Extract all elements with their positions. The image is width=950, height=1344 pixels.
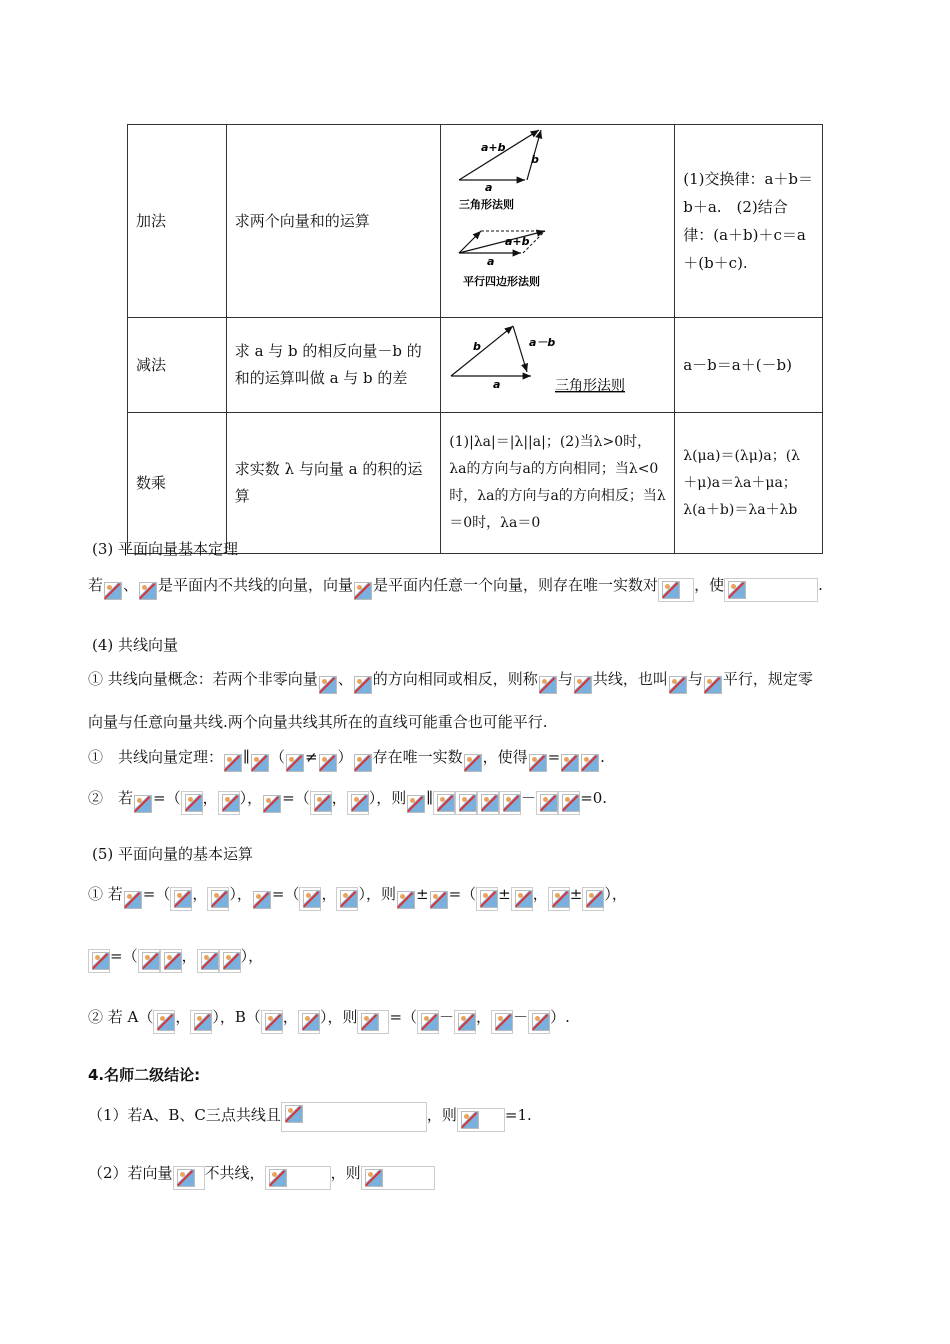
formula-image bbox=[365, 1169, 383, 1187]
formula-image bbox=[481, 794, 499, 812]
svg-text:a+b: a+b bbox=[481, 141, 506, 154]
formula-image bbox=[201, 952, 219, 970]
formula-image bbox=[430, 891, 448, 909]
formula-image bbox=[529, 754, 547, 772]
formula-image bbox=[561, 754, 579, 772]
formula-image-frame bbox=[218, 791, 240, 815]
formula-image bbox=[142, 952, 160, 970]
formula-image bbox=[177, 1169, 195, 1187]
formula-image-frame bbox=[310, 791, 332, 815]
formula-image-frame bbox=[265, 1166, 331, 1190]
formula-image-frame bbox=[457, 1108, 505, 1132]
formula-image bbox=[458, 1013, 476, 1031]
formula-image bbox=[174, 890, 192, 908]
formula-image-frame bbox=[207, 887, 229, 911]
formula-image bbox=[285, 1105, 303, 1123]
formula-image bbox=[354, 582, 372, 600]
vector-operations-table bbox=[127, 124, 823, 554]
svg-text:a: a bbox=[485, 181, 493, 194]
formula-image bbox=[669, 676, 687, 694]
formula-image bbox=[461, 1111, 479, 1129]
formula-image-frame bbox=[361, 1166, 435, 1190]
conclusion-1-line: （1）若A、B、C三点共线且 ，则 =1. bbox=[88, 1102, 532, 1132]
formula-image bbox=[211, 890, 229, 908]
formula-image bbox=[515, 890, 533, 908]
formula-image bbox=[704, 676, 722, 694]
formula-image bbox=[464, 754, 482, 772]
formula-image-frame bbox=[455, 791, 477, 815]
formula-image bbox=[104, 582, 122, 600]
formula-image bbox=[303, 890, 321, 908]
scalar-coordinate-line: =（ ， ）， bbox=[88, 945, 263, 973]
formula-image bbox=[134, 795, 152, 813]
formula-image bbox=[495, 1013, 513, 1031]
op-law: (1)交换律：a＋b＝b＋a. (2)结合律：(a＋b)＋c＝a＋(b＋c). bbox=[675, 125, 823, 318]
subtraction-diagram bbox=[441, 318, 658, 403]
collinear-theorem-line: ① 共线向量定理： ∥ （ ≠ ） 存在唯一实数 ，使得 = . bbox=[88, 746, 605, 772]
operation-coordinate-line: ① 若 =（ ， ）， =（ ， ），则 ± =（ ± ， ± ）， bbox=[88, 883, 627, 911]
triangle-rule-label: 三角形法则 bbox=[555, 378, 626, 394]
triangle-rule-label: 三角形法则 bbox=[459, 198, 515, 211]
op-figure bbox=[441, 318, 675, 413]
svg-text:a: a bbox=[493, 378, 501, 391]
formula-image-frame bbox=[170, 887, 192, 911]
op-definition: 求两个向量和的运算 bbox=[226, 125, 440, 318]
formula-image-frame bbox=[477, 791, 499, 815]
formula-image bbox=[480, 890, 498, 908]
formula-image bbox=[539, 676, 557, 694]
formula-image-frame bbox=[433, 791, 455, 815]
formula-image-frame bbox=[160, 949, 182, 973]
op-definition: 求实数 λ 与向量 a 的积的运算 bbox=[226, 413, 440, 554]
conclusion-2-line: （2）若向量 不共线， ，则 bbox=[88, 1162, 435, 1190]
formula-image bbox=[662, 581, 680, 599]
svg-text:b: b bbox=[531, 153, 540, 166]
svg-text:a: a bbox=[487, 255, 495, 268]
formula-image bbox=[314, 794, 332, 812]
formula-image bbox=[354, 754, 372, 772]
formula-image-frame bbox=[190, 1010, 212, 1034]
formula-image bbox=[397, 891, 415, 909]
formula-image bbox=[302, 1013, 320, 1031]
formula-image bbox=[562, 794, 580, 812]
formula-image bbox=[222, 794, 240, 812]
op-name: 数乘 bbox=[128, 413, 227, 554]
formula-image-frame bbox=[499, 791, 521, 815]
formula-image-frame bbox=[528, 1010, 550, 1034]
formula-image bbox=[92, 952, 110, 970]
formula-image bbox=[581, 754, 599, 772]
formula-image-frame bbox=[281, 1102, 427, 1132]
addition-diagram bbox=[441, 125, 658, 308]
formula-image bbox=[728, 581, 746, 599]
formula-image bbox=[407, 795, 425, 813]
formula-image-frame bbox=[138, 949, 160, 973]
formula-image bbox=[223, 952, 241, 970]
formula-image-frame bbox=[336, 887, 358, 911]
formula-image-frame bbox=[153, 1010, 175, 1034]
basis-theorem-line: 若 、 是平面内不共线的向量，向量 是平面内任意一个向量，则存在唯一实数对 ，使 . bbox=[88, 574, 823, 602]
formula-image bbox=[658, 578, 694, 602]
formula-image bbox=[459, 794, 477, 812]
svg-text:a+b: a+b bbox=[505, 235, 530, 248]
point-vector-line: ② 若 A（ ， ），B（ ， ），则 =（ － ， － ）. bbox=[88, 1006, 570, 1034]
formula-image-frame bbox=[299, 887, 321, 911]
formula-image bbox=[552, 890, 570, 908]
formula-image bbox=[319, 754, 337, 772]
collinear-note-line: 向量与任意向量共线.两个向量共线其所在的直线可能重合也可能平行. bbox=[88, 713, 548, 731]
formula-image-frame bbox=[417, 1010, 439, 1034]
collinear-concept-line: ① 共线向量概念：若两个非零向量 、 的方向相同或相反，则称 与 共线，也叫 与 平行，规定零 bbox=[88, 668, 813, 694]
formula-image-frame bbox=[548, 887, 570, 911]
formula-image bbox=[157, 1013, 175, 1031]
formula-image bbox=[286, 754, 304, 772]
op-name: 减法 bbox=[128, 318, 227, 413]
formula-image bbox=[319, 676, 337, 694]
formula-image-frame bbox=[261, 1010, 283, 1034]
formula-image-frame bbox=[181, 791, 203, 815]
op-law: λ(μa)＝(λμ)a；(λ＋μ)a＝λa＋μa；λ(a＋b)＝λa＋λb bbox=[675, 413, 823, 554]
formula-image-frame bbox=[357, 1010, 389, 1034]
op-figure bbox=[441, 125, 675, 318]
formula-image bbox=[263, 795, 281, 813]
formula-image bbox=[124, 891, 142, 909]
collinear-coordinate-line: ② 若 =（ ， ）， =（ ， ），则 ∥ － =0. bbox=[88, 787, 607, 815]
section-5-title: (5) 平面向量的基本运算 bbox=[92, 845, 254, 863]
formula-image-frame bbox=[476, 887, 498, 911]
formula-image bbox=[421, 1013, 439, 1031]
section-4-title: (4) 共线向量 bbox=[92, 636, 179, 654]
formula-image bbox=[354, 676, 372, 694]
formula-image bbox=[503, 794, 521, 812]
section-4-conclusions-title: 4.名师二级结论: bbox=[88, 1066, 201, 1084]
formula-image bbox=[251, 754, 269, 772]
formula-image bbox=[586, 890, 604, 908]
op-definition: 求 a 与 b 的相反向量－b 的和的运算叫做 a 与 b 的差 bbox=[226, 318, 440, 413]
svg-text:b: b bbox=[473, 340, 482, 353]
section-3-title: (3) 平面向量基本定理 bbox=[92, 540, 239, 558]
formula-image-frame bbox=[88, 949, 110, 973]
formula-image bbox=[351, 794, 369, 812]
formula-image-frame bbox=[582, 887, 604, 911]
formula-image bbox=[437, 794, 455, 812]
op-law: a－b＝a＋(－b) bbox=[675, 318, 823, 413]
formula-image bbox=[269, 1169, 287, 1187]
formula-image bbox=[185, 794, 203, 812]
svg-text:a－b: a－b bbox=[529, 336, 556, 349]
formula-image-frame bbox=[173, 1166, 205, 1190]
parallelogram-rule-label: 平行四边形法则 bbox=[463, 275, 541, 288]
formula-image-frame bbox=[491, 1010, 513, 1034]
formula-image-frame bbox=[454, 1010, 476, 1034]
formula-image-frame bbox=[511, 887, 533, 911]
formula-image-frame bbox=[536, 791, 558, 815]
formula-image-frame bbox=[219, 949, 241, 973]
formula-image bbox=[265, 1013, 283, 1031]
formula-image bbox=[194, 1013, 212, 1031]
formula-image bbox=[574, 676, 592, 694]
op-name: 加法 bbox=[128, 125, 227, 318]
formula-image-frame bbox=[347, 791, 369, 815]
formula-image bbox=[224, 754, 242, 772]
formula-image bbox=[540, 794, 558, 812]
formula-image-frame bbox=[558, 791, 580, 815]
formula-image bbox=[164, 952, 182, 970]
op-rule: (1)|λa|＝|λ||a|；(2)当λ>0时，λa的方向与a的方向相同；当λ<0时，λa的方向与a的方向相反；当λ＝0时，λa＝0 bbox=[441, 413, 675, 554]
formula-image bbox=[724, 578, 818, 602]
formula-image bbox=[361, 1013, 379, 1031]
formula-image bbox=[532, 1013, 550, 1031]
formula-image bbox=[340, 890, 358, 908]
formula-image bbox=[253, 891, 271, 909]
formula-image bbox=[139, 582, 157, 600]
formula-image-frame bbox=[197, 949, 219, 973]
formula-image-frame bbox=[298, 1010, 320, 1034]
